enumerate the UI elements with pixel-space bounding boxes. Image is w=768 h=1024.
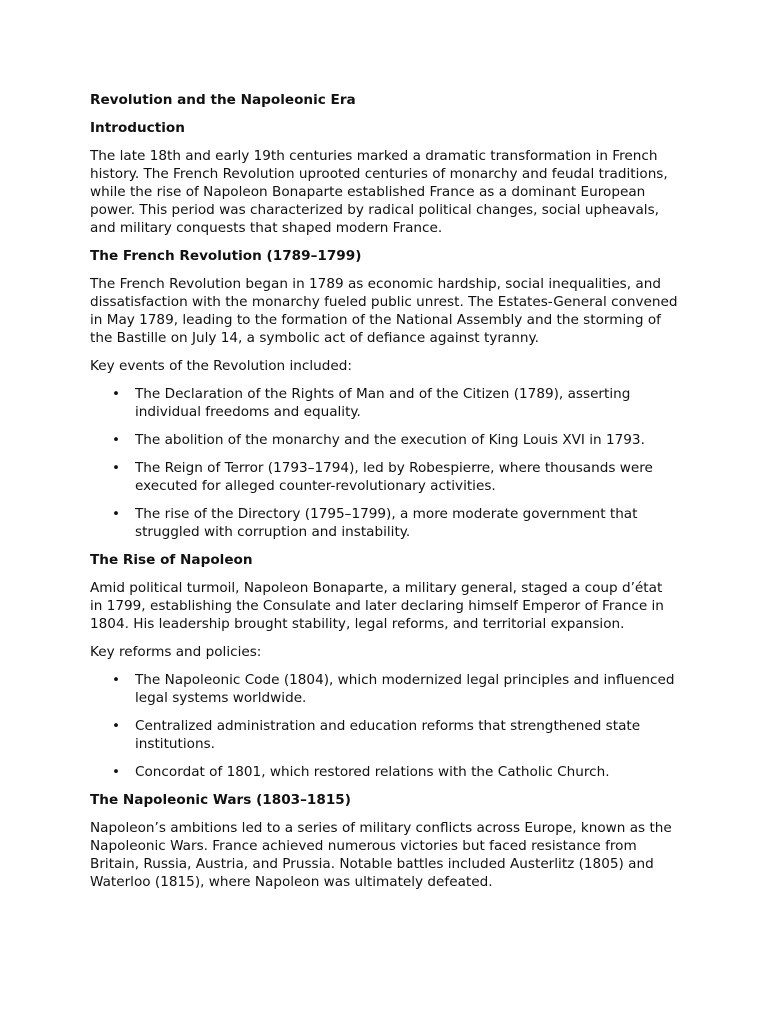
list-item-text: Concordat of 1801, which restored relations with the Catholic Church. <box>135 764 610 780</box>
heading-french-revolution: The French Revolution (1789–1799) <box>90 248 362 264</box>
list-item <box>90 717 678 753</box>
bullet-icon: • <box>112 460 121 476</box>
list-item <box>90 671 678 707</box>
bullet-icon: • <box>112 386 121 402</box>
list-item-text: The Declaration of the Rights of Man and of the Citizen (1789), asserting individual freedoms and equality. <box>135 386 631 420</box>
list-item-text: The rise of the Directory (1795–1799), a more moderate government that struggled with corruption and instability. <box>135 506 638 540</box>
bullet-icon: • <box>112 672 121 688</box>
paragraph-rise-of-napoleon: Amid political turmoil, Napoleon Bonaparte, a military general, staged a coup d’état in 1799, establishing the Consulate and later declaring himself Emperor of France in 1804. His leadership brought stability, legal reforms, and territorial expansion. <box>90 580 664 632</box>
list-item <box>90 763 678 781</box>
heading-rise-of-napoleon: The Rise of Napoleon <box>90 552 253 568</box>
paragraph-introduction: The late 18th and early 19th centuries marked a dramatic transformation in French history. The French Revolution uprooted centuries of monarchy and feudal traditions, while the rise of Napoleon Bonaparte established France as a dominant European power. This period was characterized by radical political changes, social upheavals, and military conquests that shaped modern France. <box>90 148 668 236</box>
list-revolution-events <box>90 385 678 541</box>
document-title: Revolution and the Napoleonic Era <box>90 92 356 108</box>
bullet-icon: • <box>112 432 121 448</box>
list-intro-revolution-events: Key events of the Revolution included: <box>90 358 352 374</box>
heading-introduction: Introduction <box>90 120 185 136</box>
list-item <box>90 505 678 541</box>
list-item <box>90 459 678 495</box>
list-item <box>90 385 678 421</box>
list-item-text: The Reign of Terror (1793–1794), led by Robespierre, where thousands were executed for alleged counter-revolutionary activities. <box>135 460 653 494</box>
heading-napoleonic-wars: The Napoleonic Wars (1803–1815) <box>90 792 351 808</box>
bullet-icon: • <box>112 764 121 780</box>
bullet-icon: • <box>112 506 121 522</box>
list-reforms <box>90 671 678 781</box>
list-item-text: The Napoleonic Code (1804), which modernized legal principles and influenced legal systems worldwide. <box>135 672 675 706</box>
list-item-text: The abolition of the monarchy and the execution of King Louis XVI in 1793. <box>135 432 645 448</box>
list-item <box>90 431 678 449</box>
paragraph-napoleonic-wars: Napoleon’s ambitions led to a series of military conflicts across Europe, known as the Napoleonic Wars. France achieved numerous victories but faced resistance from Britain, Russia, Austria, and Prussia. Notable battles included Austerlitz (1805) and Waterloo (1815), where Napoleon was ultimately defeated. <box>90 820 672 890</box>
list-item-text: Centralized administration and education reforms that strengthened state institutions. <box>135 718 641 752</box>
paragraph-french-revolution: The French Revolution began in 1789 as economic hardship, social inequalities, and dissatisfaction with the monarchy fueled public unrest. The Estates-General convened in May 1789, leading to the formation of the National Assembly and the storming of the Bastille on July 14, a symbolic act of defiance against tyranny. <box>90 276 678 346</box>
bullet-icon: • <box>112 718 121 734</box>
list-intro-reforms: Key reforms and policies: <box>90 644 262 660</box>
